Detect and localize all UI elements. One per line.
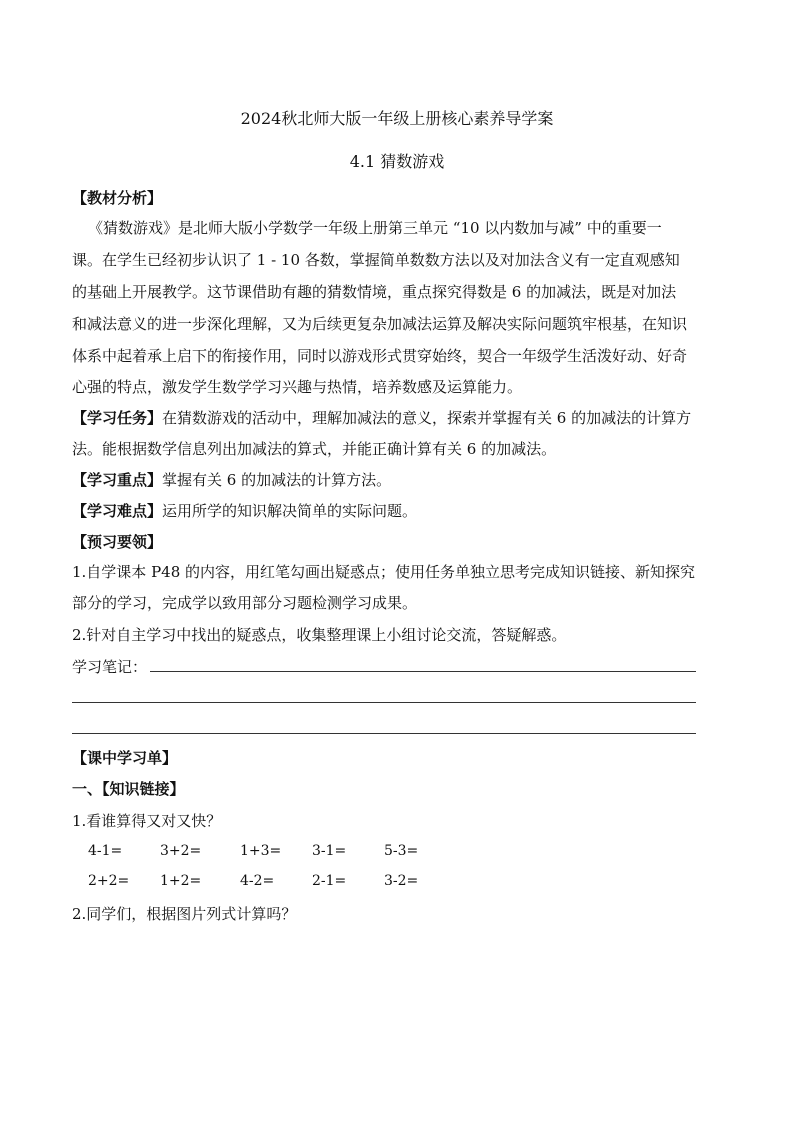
preview-heading: 【预习要领】: [72, 533, 163, 551]
focus-line: [72, 469, 391, 490]
notes-line[interactable]: [72, 733, 696, 734]
analysis-line: 的基础上开展教学。这节课借助有趣的猜数情境，重点探究得数是 6 的加减法，既是对加法: [72, 283, 677, 301]
in-class-heading: 【课中学习单】: [72, 749, 178, 767]
difficulty-heading: 【学习难点】: [72, 502, 163, 520]
lesson-title: 4.1 猜数游戏: [349, 152, 445, 171]
difficulty-line: [72, 500, 417, 521]
focus-heading: 【学习重点】: [72, 471, 163, 489]
question-2: 2.同学们，根据图片列式计算吗？: [72, 905, 297, 923]
analysis-line: 体系中起着承上启下的衔接作用，同时以游戏形式贯穿始终，契合一年级学生活泼好动、好奇: [72, 347, 688, 365]
analysis-line: 《猜数游戏》是北师大版小学数学一年级上册第三单元 “10 以内数加与减” 中的重要一: [88, 219, 662, 237]
exercise-item: 1+2=: [160, 873, 202, 889]
task-text: 在猜数游戏的活动中，理解加减法的意义，探索并掌握有关 6 的加减法的计算方: [162, 409, 692, 427]
exercise-item: 3-2=: [384, 873, 419, 889]
question-1: 1.看谁算得又对又快？: [72, 812, 222, 830]
exercise-item: 4-1=: [88, 843, 123, 859]
exercise-item: 3-1=: [312, 843, 347, 859]
focus-text: 掌握有关 6 的加减法的计算方法。: [162, 471, 392, 489]
difficulty-text: 运用所学的知识解决简单的实际问题。: [162, 502, 418, 520]
exercise-item: 2-1=: [312, 873, 347, 889]
analysis-heading: 【教材分析】: [72, 189, 163, 207]
exercise-item: 5-3=: [384, 843, 419, 859]
notes-label: 学习笔记：: [72, 658, 148, 676]
exercise-item: 1+3=: [240, 843, 282, 859]
document-title: 2024秋北师大版一年级上册核心素养导学案: [240, 109, 554, 128]
notes-line[interactable]: [150, 671, 696, 672]
task-line-1: [72, 407, 691, 428]
analysis-line: 课。在学生已经初步认识了 1 - 10 各数，掌握简单数数方法以及对加法含义有一定直观感知: [72, 251, 680, 269]
exercise-item: 4-2=: [240, 873, 275, 889]
knowledge-link-heading: 一、【知识链接】: [72, 780, 185, 798]
preview-line: 2.针对自主学习中找出的疑惑点，收集整理课上小组讨论交流，答疑解惑。: [72, 626, 567, 644]
analysis-line: 和减法意义的进一步深化理解，又为后续更复杂加减法运算及解决实际问题筑牢根基，在知识: [72, 315, 688, 333]
notes-line[interactable]: [72, 702, 696, 703]
task-heading: 【学习任务】: [72, 409, 163, 427]
analysis-line: 心强的特点，激发学生数学学习兴趣与热情，培养数感及运算能力。: [72, 378, 523, 396]
exercise-item: 2+2=: [88, 873, 130, 889]
preview-line: 部分的学习，完成学以致用部分习题检测学习成果。: [72, 594, 418, 612]
task-line-2: 法。能根据数学信息列出加减法的算式，并能正确计算有关 6 的加减法。: [72, 440, 557, 458]
preview-line: 1.自学课本 P48 的内容，用红笔勾画出疑惑点；使用任务单独立思考完成知识链接、新知探究: [72, 563, 696, 581]
exercise-item: 3+2=: [160, 843, 202, 859]
